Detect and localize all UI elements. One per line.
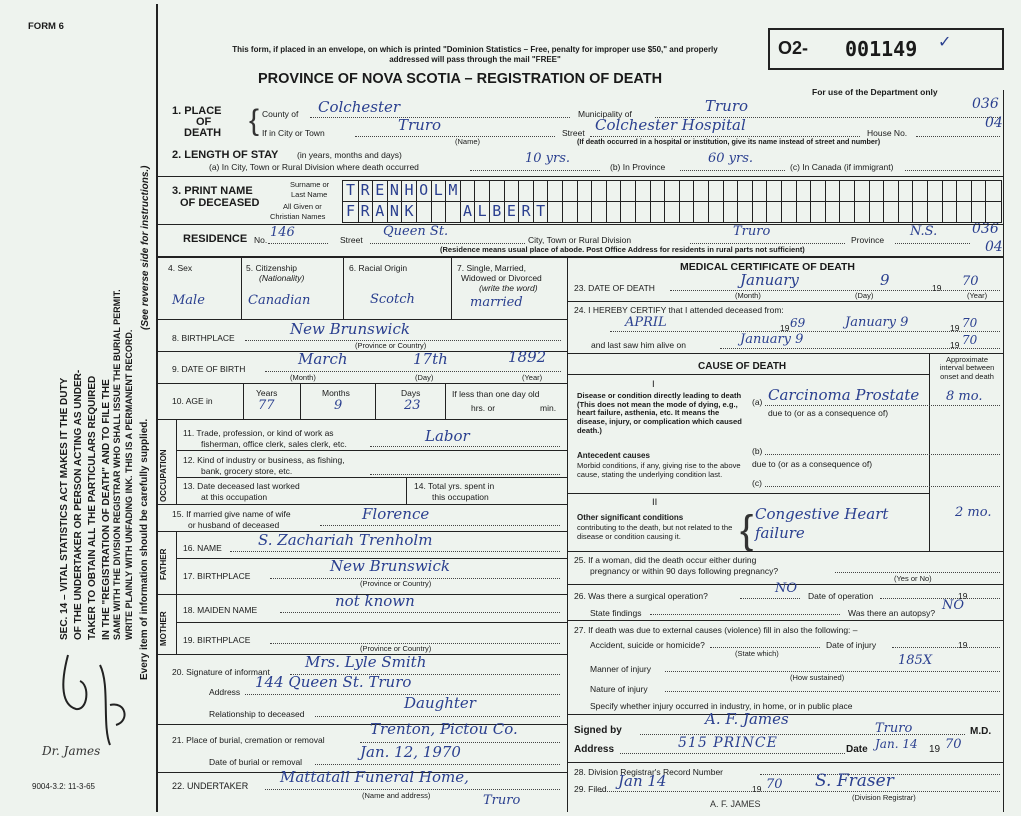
undertaker-value: Mattatall Funeral Home, [280, 768, 469, 786]
informant-relationship: Daughter [404, 694, 476, 712]
letter-box-divider [752, 202, 753, 222]
page-title: PROVINCE OF NOVA SCOTIA – REGISTRATION OF DEATH [258, 71, 663, 87]
stay-b-value: 60 yrs. [708, 151, 754, 166]
letter-box-divider [679, 202, 680, 222]
letter-box-divider [942, 202, 943, 222]
other-conditions: Congestive Heart failure [755, 505, 889, 542]
law-line-1: SEC. 14 – VITAL STATISTICS ACT MAKES IT THE DUTY [59, 377, 70, 640]
letter-box-divider [518, 181, 519, 201]
letter-box-divider [752, 181, 753, 201]
letter-box-divider [533, 181, 534, 201]
stay-b-label: (b) In Province [610, 162, 666, 172]
sign-date: Jan. 14 [875, 737, 918, 751]
letter-box-divider [810, 181, 811, 201]
residence-label: RESIDENCE [183, 233, 248, 245]
given-value-1: FRANK [346, 202, 420, 220]
letter-box-divider [883, 181, 884, 201]
attended-to: January 9 [845, 315, 909, 330]
medical-header: MEDICAL CERTIFICATE OF DEATH [680, 261, 855, 273]
letter-box-divider [708, 202, 709, 222]
stay-a-label: (a) In City, Town or Rural Division where death occurred [209, 162, 419, 172]
letter-box-divider [606, 202, 607, 222]
father-name: S. Zachariah Trenholm [258, 531, 433, 549]
informant-address: 144 Queen St. Truro [255, 673, 412, 691]
city-label: If in City or Town [262, 128, 325, 138]
letter-box-divider [489, 181, 490, 201]
letter-box-divider [839, 202, 840, 222]
letter-box-divider [474, 181, 475, 201]
street-value: Colchester Hospital [595, 116, 746, 134]
cause-a: Carcinoma Prostate [768, 386, 920, 404]
signer-address: 515 PRINCE [678, 735, 778, 751]
occupation-vert: OCCUPATION [159, 449, 168, 502]
residence-province: N.S. [910, 224, 938, 239]
place-label-1: 1. PLACE [172, 105, 222, 117]
trade-value: Labor [425, 427, 470, 445]
letter-box-divider [591, 202, 592, 222]
undertaker-city: Truro [483, 793, 521, 808]
letter-box-divider [431, 202, 432, 222]
letter-box-divider [956, 181, 957, 201]
cause-a-interval: 8 mo. [946, 389, 983, 404]
letter-box-divider [839, 181, 840, 201]
burial-date: Jan. 12, 1970 [360, 743, 461, 761]
letter-box-divider [693, 181, 694, 201]
surname-value: TRENHOLM [346, 181, 464, 199]
letter-box-divider [504, 181, 505, 201]
autopsy-value: NO [942, 598, 965, 613]
code-4: 04 [985, 239, 1003, 255]
sex-value: Male [172, 293, 205, 308]
law-line-6: WRITE PLAINLY WITH UNFADING INK. THIS IS A PERMANENT RECORD. [124, 329, 134, 640]
birthplace-value: New Brunswick [290, 320, 410, 338]
house-label: House No. [867, 128, 908, 138]
letter-box-divider [912, 181, 913, 201]
residence-city: Truro [733, 224, 771, 239]
other-interval: 2 mo. [955, 505, 992, 520]
place-label-2: OF [196, 116, 212, 128]
letter-box-divider [577, 181, 578, 201]
reverse-note: (See reverse side for instructions.) [140, 165, 151, 330]
law-line-3: TAKER TO OBTAIN ALL THE PARTICULARS REQUIRED [87, 375, 98, 640]
deceased-label-2: OF DECEASED [180, 197, 260, 209]
letter-box-divider [723, 181, 724, 201]
letter-box-divider [591, 181, 592, 201]
letter-box-divider [825, 181, 826, 201]
hospital-note: (If death occurred in a hospital or institution, give its name instead of street and number) [577, 137, 881, 146]
dod-month: January [740, 271, 799, 289]
stay-a-value: 10 yrs. [525, 151, 571, 166]
letter-box-divider [912, 202, 913, 222]
municipality-value: Truro [705, 97, 749, 115]
municipality-label: Municipality of [578, 109, 632, 119]
letter-box-divider [854, 181, 855, 201]
cause-header: CAUSE OF DEATH [698, 361, 787, 372]
letter-box-divider [942, 181, 943, 201]
letter-box-divider [985, 202, 986, 222]
county-value: Colchester [318, 98, 401, 116]
letter-box-divider [577, 202, 578, 222]
letter-box-divider [693, 202, 694, 222]
spouse-value: Florence [362, 505, 430, 523]
letter-box-divider [971, 181, 972, 201]
letter-box-divider [766, 202, 767, 222]
law-line-2: OF THE UNDERTAKER OR PERSON ACTING AS UNDER- [73, 369, 84, 640]
letter-box-divider [547, 181, 548, 201]
father-vert: FATHER [159, 548, 168, 580]
letter-box-divider [737, 181, 738, 201]
form-code: 9004-3.2: 11-3-65 [32, 782, 96, 791]
dob-month: March [298, 350, 348, 368]
residence-note: (Residence means usual place of abode. Post Office Address for residents in rural parts not sufficient) [440, 245, 805, 254]
reg-number: 001149 [845, 37, 918, 61]
stay-label: 2. LENGTH OF STAY [172, 149, 279, 161]
letter-box-divider [898, 202, 899, 222]
letter-box-divider [562, 181, 563, 201]
deceased-label-1: 3. PRINT NAME [172, 185, 253, 197]
letter-box-divider [723, 202, 724, 222]
letter-box-divider [869, 181, 870, 201]
county-label: County of [262, 109, 299, 119]
given-grid [342, 201, 1002, 223]
letter-box-divider [635, 181, 636, 201]
code-1: 036 [972, 96, 999, 112]
age-months: 9 [334, 398, 343, 413]
letter-box-divider [810, 202, 811, 222]
letter-box-divider [985, 181, 986, 201]
given-value-2: ALBERT [463, 202, 551, 220]
letter-box-divider [971, 202, 972, 222]
careful-note: Every item of information should be carefully supplied. [139, 418, 150, 680]
letter-box-divider [854, 202, 855, 222]
letter-box-divider [781, 181, 782, 201]
letter-box-divider [781, 202, 782, 222]
letter-box-divider [562, 202, 563, 222]
registrar-signature: S. Fraser [815, 771, 894, 791]
letter-box-divider [664, 202, 665, 222]
letter-box-divider [956, 202, 957, 222]
letter-box-divider [650, 202, 651, 222]
letter-box-divider [606, 181, 607, 201]
letter-box-divider [766, 181, 767, 201]
form-label: FORM 6 [28, 21, 64, 32]
letter-box-divider [825, 202, 826, 222]
margin-sig-text: Dr. James [42, 744, 101, 758]
mother-vert: MOTHER [159, 611, 168, 646]
letter-box-divider [460, 202, 461, 222]
attended-from: APRIL [625, 315, 667, 330]
code-2: 04 [985, 115, 1003, 131]
signed-by: A. F. James [705, 710, 789, 728]
postal-instructions: This form, if placed in an envelope, on which is printed "Dominion Statistics – Free, penalty for improper use $50," and properly addressed will pass through the mail "FREE" [232, 45, 718, 64]
manner-value: 185X [898, 653, 933, 668]
father-birthplace: New Brunswick [330, 557, 450, 575]
dob-year: 1892 [508, 348, 547, 366]
citizenship-value: Canadian [248, 293, 311, 308]
dod-year: 70 [962, 274, 979, 289]
letter-box-divider [883, 202, 884, 222]
letter-box-divider [737, 202, 738, 222]
letter-box-divider [679, 181, 680, 201]
city-value: Truro [398, 116, 442, 134]
racial-value: Scotch [370, 292, 415, 307]
law-line-4: IN THE "REGISTRATION OF DEATH" AND TO FILE THE [101, 379, 112, 640]
dod-day: 9 [880, 271, 890, 289]
marital-value: married [470, 295, 523, 310]
letter-box-divider [869, 202, 870, 222]
mother-maiden: not known [335, 592, 415, 610]
dob-day: 17th [413, 350, 448, 368]
residence-street: Queen St. [383, 224, 449, 239]
physician-stamp: A. F. JAMES [710, 799, 761, 809]
letter-box-divider [635, 202, 636, 222]
letter-box-divider [445, 202, 446, 222]
age-years: 77 [258, 398, 275, 413]
age-days: 23 [404, 398, 421, 413]
surgery-value: NO [775, 581, 798, 596]
letter-box-divider [927, 202, 928, 222]
immediate-label: Disease or condition directly leading to death (This does not mean the mode of dying, e.g., heart failure, asthenia, etc. It means the disease, injury, or complication which caused death.) [577, 391, 742, 435]
letter-box-divider [708, 181, 709, 201]
residence-no: 146 [270, 225, 295, 240]
letter-box-divider [796, 202, 797, 222]
reg-prefix: O2- [778, 38, 809, 58]
burial-place: Trenton, Pictou Co. [370, 720, 518, 738]
letter-box-divider [620, 181, 621, 201]
last-saw: January 9 [740, 332, 804, 347]
filed-date: Jan 14 [618, 772, 667, 790]
letter-box-divider [620, 202, 621, 222]
letter-box-divider [796, 181, 797, 201]
letter-box-divider [650, 181, 651, 201]
letter-box-divider [898, 181, 899, 201]
informant-name: Mrs. Lyle Smith [305, 653, 427, 671]
code-3: 036 [972, 221, 999, 237]
letter-box-divider [664, 181, 665, 201]
place-label-3: DEATH [184, 127, 222, 139]
letter-box-divider [927, 181, 928, 201]
street-label: Street [562, 128, 585, 138]
dept-use: For use of the Department only [812, 87, 938, 97]
signed-city: Truro [875, 721, 913, 736]
check-mark: ✓ [938, 34, 952, 51]
law-line-5: SAME WITH THE DIVISION REGISTRAR WHO SHALL ISSUE THE BURIAL PERMIT. [112, 289, 122, 640]
